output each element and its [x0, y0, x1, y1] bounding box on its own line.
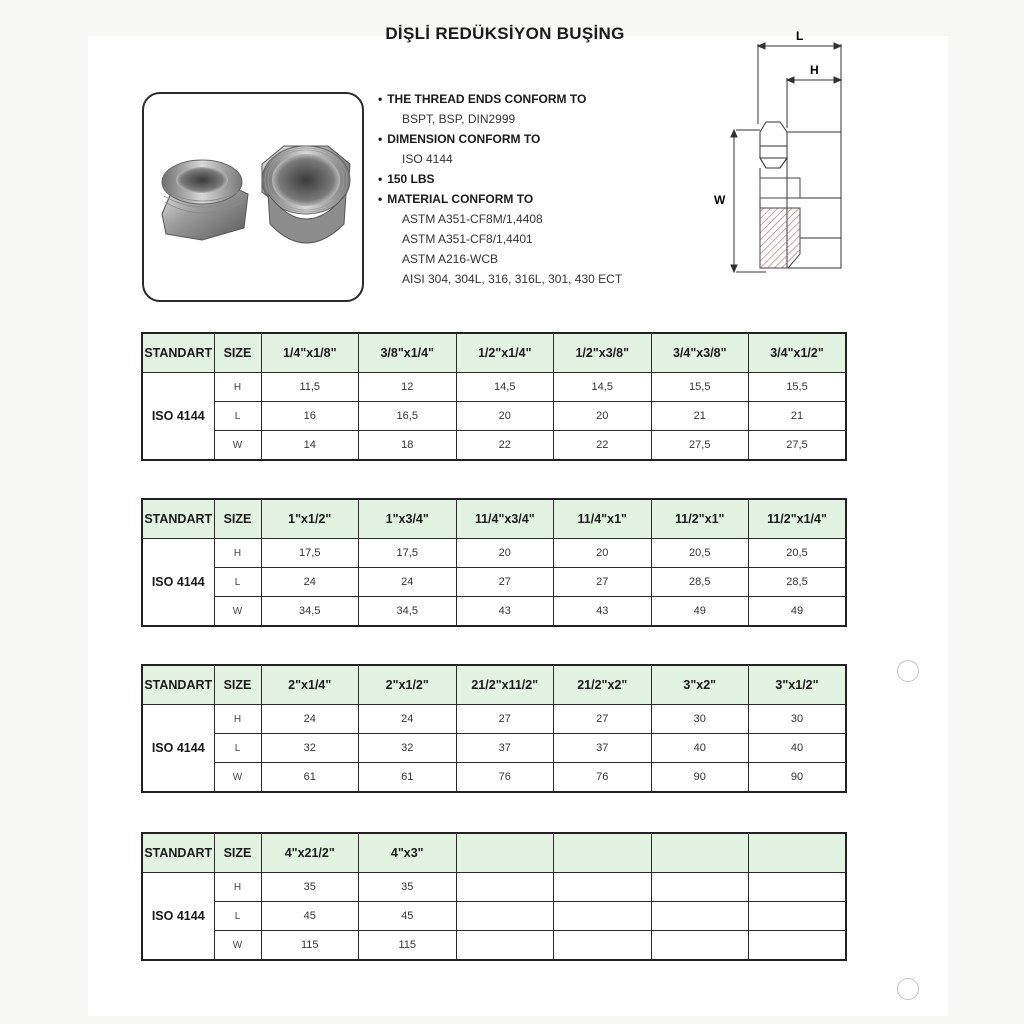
table-cell: 21 — [749, 402, 847, 431]
table-row — [142, 373, 846, 402]
header-size-value: 3/4"x1/2" — [749, 333, 847, 373]
header-size-value: 3"x1/2" — [749, 665, 847, 705]
table-cell: 21 — [651, 402, 749, 431]
header-size-value: 11/2"x1/4" — [749, 499, 847, 539]
spec-dimension — [378, 130, 698, 169]
table-row — [142, 539, 846, 568]
header-size-value — [554, 833, 652, 873]
table-cell: 17,5 — [261, 539, 359, 568]
dimension-label: H — [214, 705, 261, 734]
technical-drawing — [710, 28, 860, 290]
table-cell: 17,5 — [359, 539, 457, 568]
table-row — [142, 431, 846, 461]
spec-value: ASTM A351-CF8M/1,4408 — [402, 212, 543, 226]
header-standart: STANDART — [142, 499, 214, 539]
table-cell — [651, 931, 749, 961]
header-size: SIZE — [214, 499, 261, 539]
table-cell: 24 — [261, 705, 359, 734]
table-cell: 20 — [554, 402, 652, 431]
spec-pressure-class — [378, 170, 698, 189]
table-cell: 15,5 — [749, 373, 847, 402]
table-cell: 90 — [651, 763, 749, 793]
dimension-label: L — [214, 568, 261, 597]
standard-cell: ISO 4144 — [142, 373, 214, 461]
spec-value: ASTM A216-WCB — [402, 252, 499, 266]
table-cell: 16 — [261, 402, 359, 431]
header-standart: STANDART — [142, 665, 214, 705]
table-cell: 11,5 — [261, 373, 359, 402]
spec-thread-ends — [378, 90, 698, 129]
dimension-label: H — [214, 373, 261, 402]
table-row — [142, 568, 846, 597]
table-cell: 20 — [554, 539, 652, 568]
dimension-label: W — [214, 597, 261, 627]
header-size-value: 2"x1/2" — [359, 665, 457, 705]
bushing-right-image — [262, 146, 350, 243]
table-cell: 45 — [359, 902, 457, 931]
header-size-value: 11/2"x1" — [651, 499, 749, 539]
table-cell: 27 — [456, 568, 554, 597]
table-cell — [456, 902, 554, 931]
table-cell — [554, 873, 652, 902]
table-cell: 37 — [456, 734, 554, 763]
header-size-value — [456, 833, 554, 873]
table-header-row — [142, 499, 846, 539]
header-size-value: 1/2"x3/8" — [554, 333, 652, 373]
standard-cell: ISO 4144 — [142, 705, 214, 793]
table-cell: 35 — [359, 873, 457, 902]
header-size-value: 21/2"x11/2" — [456, 665, 554, 705]
table-cell: 115 — [359, 931, 457, 961]
table-cell: 20,5 — [651, 539, 749, 568]
header-standart: STANDART — [142, 333, 214, 373]
dimension-label-w: W — [714, 193, 726, 207]
table-cell: 30 — [749, 705, 847, 734]
spec-value: BSPT, BSP, DIN2999 — [402, 112, 516, 126]
standard-cell: ISO 4144 — [142, 873, 214, 961]
dimension-label: L — [214, 902, 261, 931]
dimension-table-2 — [141, 498, 847, 627]
table-cell: 40 — [651, 734, 749, 763]
table-cell: 22 — [456, 431, 554, 461]
table-cell: 40 — [749, 734, 847, 763]
table-cell — [456, 873, 554, 902]
header-size-value — [749, 833, 847, 873]
table-cell — [651, 902, 749, 931]
table-row — [142, 902, 846, 931]
header-size-value: 3"x2" — [651, 665, 749, 705]
spec-value: AISI 304, 304L, 316, 316L, 301, 430 ECT — [402, 272, 623, 286]
header-size-value: 11/4"x3/4" — [456, 499, 554, 539]
dimension-label: W — [214, 763, 261, 793]
table-cell: 49 — [749, 597, 847, 627]
header-size-value: 4"x3" — [359, 833, 457, 873]
header-size-value: 3/8"x1/4" — [359, 333, 457, 373]
dimension-label: W — [214, 431, 261, 461]
table-cell — [554, 902, 652, 931]
table-row — [142, 705, 846, 734]
table-cell — [749, 902, 847, 931]
table-cell: 14,5 — [456, 373, 554, 402]
table-cell: 34,5 — [359, 597, 457, 627]
table-cell: 27 — [554, 568, 652, 597]
table-cell: 34,5 — [261, 597, 359, 627]
table-row — [142, 763, 846, 793]
table-cell: 27,5 — [651, 431, 749, 461]
header-size: SIZE — [214, 333, 261, 373]
header-size: SIZE — [214, 833, 261, 873]
table-cell: 28,5 — [651, 568, 749, 597]
table-cell: 18 — [359, 431, 457, 461]
table-header-row — [142, 665, 846, 705]
table-cell: 24 — [261, 568, 359, 597]
dimension-label-h: H — [810, 63, 819, 77]
table-cell: 27 — [456, 705, 554, 734]
spec-heading: • DIMENSION CONFORM TO — [378, 130, 698, 149]
table-cell: 27 — [554, 705, 652, 734]
dimension-table-4 — [141, 832, 847, 961]
header-size-value: 1"x1/2" — [261, 499, 359, 539]
table-cell: 15,5 — [651, 373, 749, 402]
header-size-value: 21/2"x2" — [554, 665, 652, 705]
dimension-label: W — [214, 931, 261, 961]
dimension-table-1 — [141, 332, 847, 461]
table-cell: 61 — [261, 763, 359, 793]
table-cell: 16,5 — [359, 402, 457, 431]
table-cell: 14 — [261, 431, 359, 461]
table-row — [142, 402, 846, 431]
table-cell: 12 — [359, 373, 457, 402]
table-cell: 27,5 — [749, 431, 847, 461]
header-size-value: 11/4"x1" — [554, 499, 652, 539]
table-cell: 24 — [359, 568, 457, 597]
table-cell — [749, 873, 847, 902]
table-cell — [749, 931, 847, 961]
header-size: SIZE — [214, 665, 261, 705]
spec-heading: • MATERIAL CONFORM TO — [378, 190, 698, 209]
spec-heading: • THE THREAD ENDS CONFORM TO — [378, 90, 698, 109]
table-cell: 20 — [456, 539, 554, 568]
spec-heading: • 150 LBS — [378, 170, 698, 189]
dimension-label: L — [214, 402, 261, 431]
bushing-section-drawing — [710, 28, 860, 290]
table-header-row — [142, 833, 846, 873]
table-cell: 76 — [456, 763, 554, 793]
spec-list — [378, 90, 698, 290]
dimension-label: H — [214, 539, 261, 568]
table-cell: 76 — [554, 763, 652, 793]
table-cell: 43 — [456, 597, 554, 627]
header-size-value: 1/2"x1/4" — [456, 333, 554, 373]
table-cell: 61 — [359, 763, 457, 793]
binder-hole — [897, 660, 919, 682]
table-cell — [456, 931, 554, 961]
table-row — [142, 873, 846, 902]
header-size-value: 2"x1/4" — [261, 665, 359, 705]
table-cell: 24 — [359, 705, 457, 734]
table-cell: 49 — [651, 597, 749, 627]
binder-hole — [897, 978, 919, 1000]
table-row — [142, 734, 846, 763]
table-cell — [651, 873, 749, 902]
dimension-table-3 — [141, 664, 847, 793]
product-photo-frame — [142, 92, 364, 302]
standard-cell: ISO 4144 — [142, 539, 214, 627]
table-cell: 43 — [554, 597, 652, 627]
header-size-value: 3/4"x3/8" — [651, 333, 749, 373]
table-cell: 22 — [554, 431, 652, 461]
dimension-label: H — [214, 873, 261, 902]
dimension-label-l: L — [796, 29, 804, 43]
spec-value: ASTM A351-CF8/1,4401 — [402, 232, 533, 246]
header-standart: STANDART — [142, 833, 214, 873]
table-row — [142, 931, 846, 961]
spec-material — [378, 190, 698, 289]
table-cell: 32 — [359, 734, 457, 763]
table-cell: 45 — [261, 902, 359, 931]
table-cell — [554, 931, 652, 961]
table-cell: 14,5 — [554, 373, 652, 402]
page-title: DİŞLİ REDÜKSİYON BUŞİNG — [385, 24, 625, 43]
threaded-reducing-bushing-photo — [144, 94, 362, 300]
table-cell: 28,5 — [749, 568, 847, 597]
table-cell: 32 — [261, 734, 359, 763]
table-cell: 90 — [749, 763, 847, 793]
header-size-value — [651, 833, 749, 873]
header-size-value: 4"x21/2" — [261, 833, 359, 873]
header-size-value: 1/4"x1/8" — [261, 333, 359, 373]
bushing-left-image — [162, 160, 248, 240]
table-header-row — [142, 333, 846, 373]
dimension-label: L — [214, 734, 261, 763]
spec-value: ISO 4144 — [402, 152, 453, 166]
table-cell: 30 — [651, 705, 749, 734]
table-cell: 20,5 — [749, 539, 847, 568]
table-cell: 20 — [456, 402, 554, 431]
table-cell: 115 — [261, 931, 359, 961]
header-size-value: 1"x3/4" — [359, 499, 457, 539]
table-cell: 37 — [554, 734, 652, 763]
table-row — [142, 597, 846, 627]
table-cell: 35 — [261, 873, 359, 902]
